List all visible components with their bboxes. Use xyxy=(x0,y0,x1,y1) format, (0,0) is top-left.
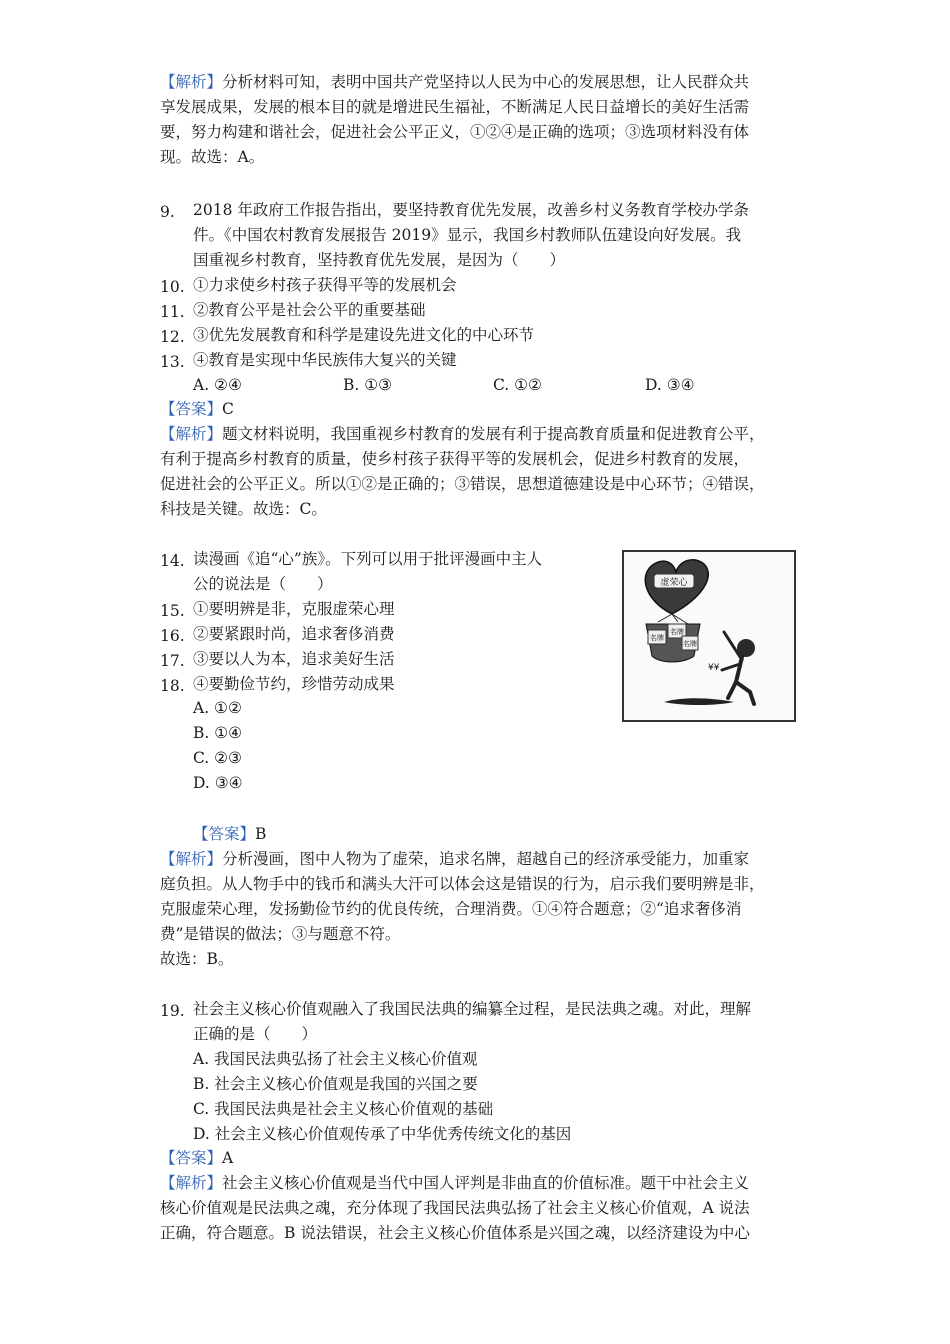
brand-tag: 名牌 xyxy=(650,634,664,642)
item-number: 17. xyxy=(160,652,185,670)
analysis-text: 分析漫画，图中人物为了虚荣，追求名牌，超越自己的经济承受能力，加重家 xyxy=(222,850,750,868)
statement-item: ③要以人为本，追求美好生活 xyxy=(193,650,395,668)
option-a: A. ①② xyxy=(193,699,242,717)
answer-tag: 【答案】 xyxy=(160,1149,223,1167)
statement-item: ④要勤俭节约，珍惜劳动成果 xyxy=(193,675,395,693)
item-number: 13. xyxy=(160,353,185,371)
statement-item: ②教育公平是社会公平的重要基础 xyxy=(193,301,426,319)
analysis-tag: 【解析】 xyxy=(160,73,223,91)
comic-illustration xyxy=(622,550,796,722)
statement-item: ①力求使乡村孩子获得平等的发展机会 xyxy=(193,276,457,294)
ground-shadow xyxy=(664,698,734,705)
analysis-text: 现。故选：A。 xyxy=(160,148,265,166)
question-stem: 公的说法是（ ） xyxy=(193,575,333,593)
item-number: 18. xyxy=(160,677,185,695)
option-d: D. 社会主义核心价值观传承了中华优秀传统文化的基因 xyxy=(193,1125,572,1143)
question-stem: 件。《中国农村教育发展报告 2019》显示，我国乡村教师队伍建设向好发展。我 xyxy=(193,226,742,244)
answer-tag: 【答案】 xyxy=(193,825,256,843)
statement-item: ④教育是实现中华民族伟大复兴的关键 xyxy=(193,351,457,369)
question-stem: 社会主义核心价值观融入了我国民法典的编纂全过程，是民法典之魂。对此，理解 xyxy=(193,1000,752,1018)
brand-tag: 名牌 xyxy=(670,628,684,636)
option-a: A. 我国民法典弘扬了社会主义核心价值观 xyxy=(193,1050,478,1068)
analysis-text: 要，努力构建和谐社会，促进社会公平正义，①②④是正确的选项；③选项材料没有体 xyxy=(160,123,750,141)
string-line xyxy=(672,614,688,624)
option-c: C. 我国民法典是社会主义核心价值观的基础 xyxy=(193,1100,494,1118)
option-d: D. ③④ xyxy=(645,376,695,394)
analysis-text: 社会主义核心价值观是当代中国人评判是非曲直的价值标准。题干中社会主义 xyxy=(222,1174,750,1192)
statement-item: ②要紧跟时尚，追求奢侈消费 xyxy=(193,625,395,643)
answer-line xyxy=(160,1147,233,1169)
analysis-text: 分析材料可知，表明中国共产党坚持以人民为中心的发展思想，让人民群众共 xyxy=(222,73,750,91)
item-number: 16. xyxy=(160,627,185,645)
question-stem: 国重视乡村教育，坚持教育优先发展，是因为（ ） xyxy=(193,251,566,269)
analysis-text: 科技是关键。故选：C。 xyxy=(160,500,327,518)
option-c: C. ①② xyxy=(493,376,542,394)
brand-tag: 名牌 xyxy=(683,640,697,648)
answer-tag: 【答案】 xyxy=(160,400,223,418)
answer-line xyxy=(160,398,234,420)
item-number: 15. xyxy=(160,602,185,620)
analysis-text: 核心价值观是民法典之魂，充分体现了我国民法典弘扬了社会主义核心价值观，A 说法 xyxy=(160,1199,750,1217)
option-a: A. ②④ xyxy=(193,376,242,394)
item-number: 12. xyxy=(160,328,185,346)
analysis-text: 享发展成果，发展的根本目的就是增进民生福祉，不断满足人民日益增长的美好生活需 xyxy=(160,98,750,116)
option-b: B. ①③ xyxy=(343,376,393,394)
statement-item: ①要明辨是非，克服虚荣心理 xyxy=(193,600,395,618)
item-number: 11. xyxy=(160,303,185,321)
answer-line xyxy=(193,823,266,845)
analysis-text: 题文材料说明，我国重视乡村教育的发展有利于提高教育质量和促进教育公平， xyxy=(222,425,765,443)
analysis-text: 故选：B。 xyxy=(160,950,234,968)
question-number: 14. xyxy=(160,552,185,570)
analysis-tag: 【解析】 xyxy=(160,1174,223,1192)
analysis-text: 庭负担。从人物手中的钱币和满头大汗可以体会这是错误的行为，启示我们要明辨是非， xyxy=(160,875,765,893)
analysis-tag: 【解析】 xyxy=(160,850,223,868)
answer-value: B xyxy=(255,825,267,843)
option-b: B. 社会主义核心价值观是我国的兴国之要 xyxy=(193,1075,478,1093)
string-line xyxy=(672,614,678,622)
analysis-text: 有利于提高乡村教育的质量，使乡村孩子获得平等的发展机会，促进乡村教育的发展， xyxy=(160,450,750,468)
question-stem: 2018 年政府工作报告指出，要坚持教育优先发展，改善乡村义务教育学校办学条 xyxy=(193,201,749,219)
answer-value: A xyxy=(222,1149,234,1167)
item-number: 10. xyxy=(160,278,185,296)
analysis-text: 正确，符合题意。B 说法错误，社会主义核心价值体系是兴国之魂，以经济建设为中心 xyxy=(160,1224,750,1242)
statement-item: ③优先发展教育和科学是建设先进文化的中心环节 xyxy=(193,326,535,344)
heart-label: 虚荣心 xyxy=(660,578,688,588)
answer-value: C xyxy=(222,400,234,418)
analysis-text: 促进社会的公平正义。所以①②是正确的；③错误，思想道德建设是中心环节；④错误， xyxy=(160,475,765,493)
string-line xyxy=(658,614,672,622)
analysis-text: 克服虚荣心理，发扬勤俭节约的优良传统，合理消费。①④符合题意；②“追求奢侈消 xyxy=(160,900,742,918)
question-stem: 正确的是（ ） xyxy=(193,1025,318,1043)
comic-drawing xyxy=(624,552,794,720)
analysis-text: 费”是错误的做法；③与题意不符。 xyxy=(160,925,401,943)
analysis-tag: 【解析】 xyxy=(160,425,223,443)
option-d: D. ③④ xyxy=(193,774,243,792)
coins-label: ¥¥ xyxy=(708,663,720,673)
question-number: 9. xyxy=(160,203,175,221)
question-number: 19. xyxy=(160,1002,185,1020)
question-stem: 读漫画《追“心”族》。下列可以用于批评漫画中主人 xyxy=(193,550,543,568)
option-b: B. ①④ xyxy=(193,724,243,742)
option-c: C. ②③ xyxy=(193,749,242,767)
